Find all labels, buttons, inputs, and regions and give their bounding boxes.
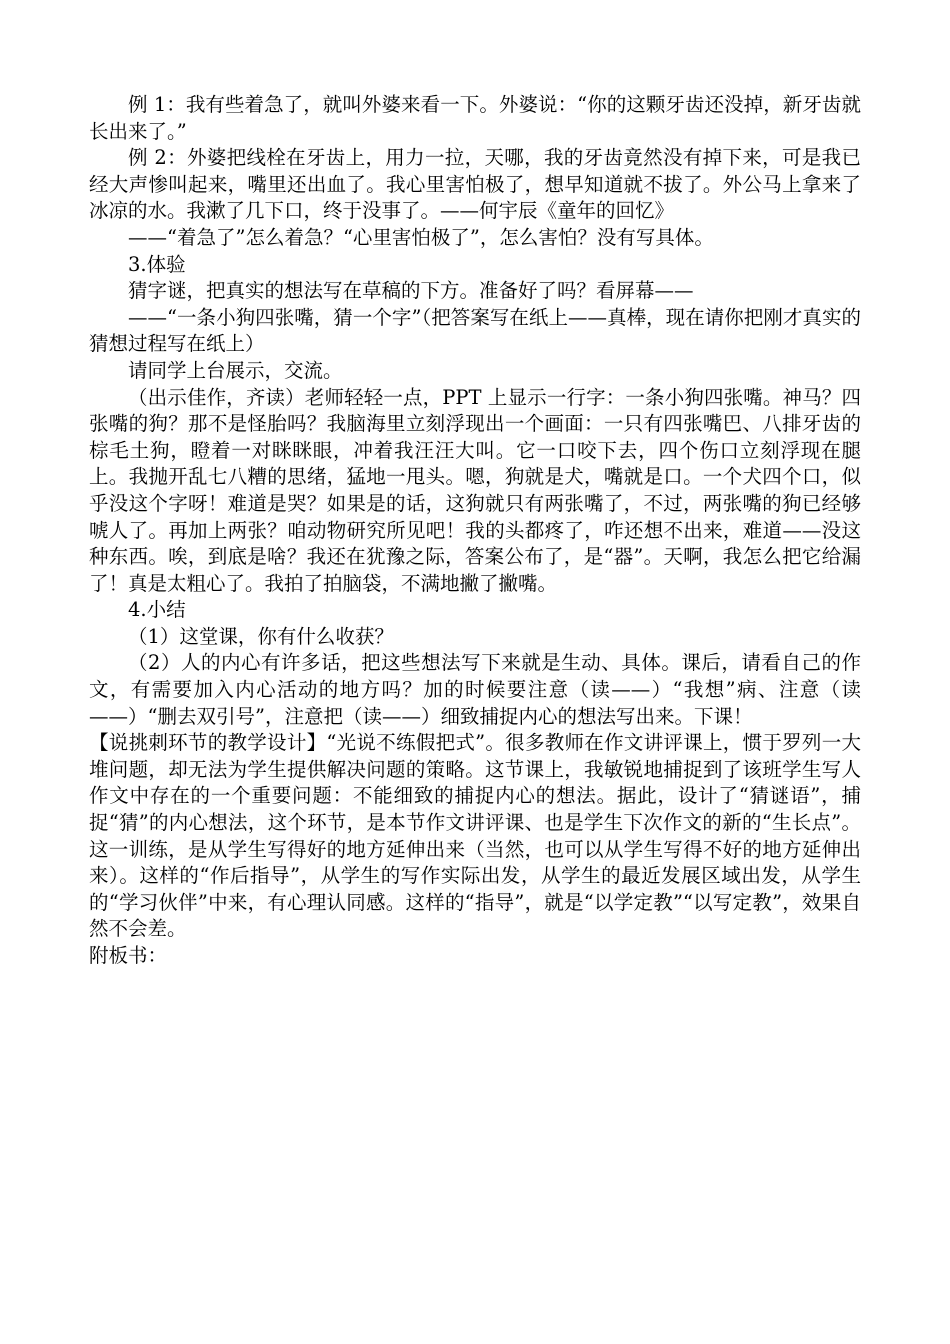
section-heading-summary: 4.小结 bbox=[128, 598, 186, 622]
paragraph-riddle-intro: 猜字谜，把真实的想法写在草稿的下方。准备好了吗？看屏幕—— bbox=[128, 279, 694, 303]
paragraph-sample-essay: （出示佳作，齐读）老师轻轻一点，PPT 上显示一行字：一条小狗四张嘴。神马？四张嘴的狗？那不是怪胎吗？我脑海里立刻浮现出一个画面：一只有四张嘴巴、八排牙齿的棕毛土狗，瞪着一对眯眯眼，冲着我汪汪大叫。它一口咬下去，四个伤口立刻浮现在腿上。我抛开乱七八糟的思绪，猛地一甩头。嗯，狗就是犬，嘴就是口。一个犬四个口，似乎没这个字呀！难道是哭？如果是的话，这狗就只有两张嘴了，不过，两张嘴的狗已经够唬人了。再加上两张？咱动物研究所见吧！我的头都疼了，咋还想不出来，难道——没这种东西。唉，到底是啥？我还在犹豫之际，答案公布了，是“器”。天啊，我怎么把它给漏了！真是太粗心了。我拍了拍脑袋，不满地撇了撇嘴。 bbox=[89, 385, 861, 595]
paragraph-example-1: 例 1：我有些着急了，就叫外婆来看一下。外婆说：“你的这颗牙齿还没掉，新牙齿就长出来了。” bbox=[89, 93, 861, 143]
paragraph-summary-2: （2）人的内心有许多话，把这些想法写下来就是生动、具体。课后，请看自己的作文，有需要加入内心活动的地方吗？加的时候要注意（读——）“我想”病、注意（读——）“删去双引号”，注意把（读——）细致捕捉内心的想法写出来。下课！ bbox=[89, 651, 861, 728]
paragraph-summary-1: （1）这堂课，你有什么收获？ bbox=[128, 624, 394, 648]
paragraph-riddle: ——“一条小狗四张嘴，猜一个字”（把答案写在纸上——真棒，现在请你把刚才真实的猜想过程写在纸上） bbox=[89, 305, 861, 356]
section-heading-experience: 3.体验 bbox=[128, 252, 186, 276]
paragraph-example-2: 例 2：外婆把线栓在牙齿上，用力一拉，天哪，我的牙齿竟然没有掉下来，可是我已经大声惨叫起来，嘴里还出血了。我心里害怕极了，想早知道就不拔了。外公马上拿来了冰凉的水。我漱了几下口，终于没事了。——何宇辰《童年的回忆》 bbox=[89, 146, 861, 223]
document-body bbox=[89, 92, 861, 970]
paragraph-presentation: 请同学上台展示，交流。 bbox=[128, 358, 343, 382]
paragraph-comment: ——“着急了”怎么着急？“心里害怕极了”，怎么害怕？没有写具体。 bbox=[128, 225, 714, 249]
paragraph-design-notes: 【说挑刺环节的教学设计】“光说不练假把式”。很多教师在作文讲评课上，惯于罗列一大堆问题，却无法为学生提供解决问题的策略。这节课上，我敏锐地捕捉到了该班学生写人作文中存在的一个重要问题：不能细致的捕捉内心的想法。据此，设计了“猜谜语”，捕捉“猜”的内心想法，这个环节，是本节作文讲评课、也是学生下次作文的新的“生长点”。这一训练，是从学生写得好的地方延伸出来（当然，也可以从学生写得不好的地方延伸出来）。这样的“作后指导”，从学生的写作实际出发，从学生的最近发展区域出发，从学生的“学习伙伴”中来，有心理认同感。这样的“指导”，就是“以学定教”“以写定教”，效果自然不会差。 bbox=[89, 731, 861, 941]
paragraph-blackboard: 附板书： bbox=[89, 944, 168, 967]
